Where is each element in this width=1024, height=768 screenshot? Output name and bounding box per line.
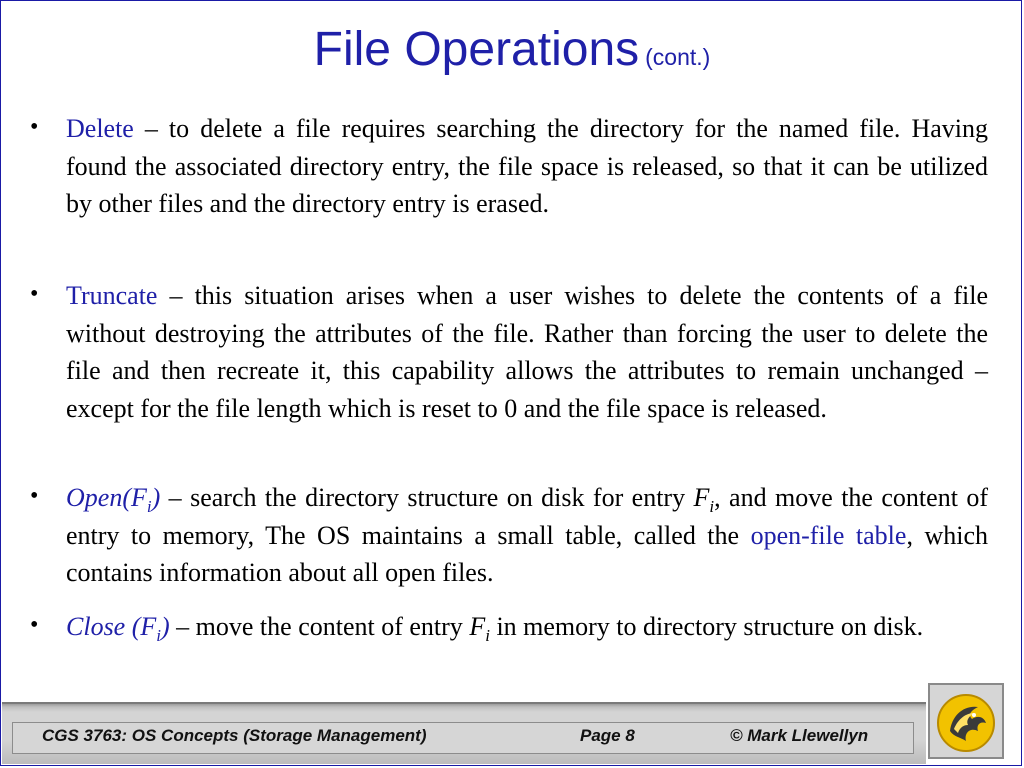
- slide-title-main: File Operations: [313, 23, 640, 76]
- term-truncate: Truncate: [66, 281, 158, 310]
- entry-fi: $F_i$: [693, 483, 715, 517]
- logo-box: [928, 683, 1004, 759]
- footer-course: CGS 3763: OS Concepts (Storage Management): [42, 726, 427, 745]
- bullet-delete-text: – to delete a file requires searching the directory for the named file. Having found the associated directory entry, the file space is released, so that it can be utilized by other files and the directory entry is erased.: [66, 114, 988, 218]
- pegasus-logo-icon: [930, 685, 1002, 757]
- bullet-close: Close $(F_i)$ – move the content of entry $F_i$ in memory to directory structure on disk.: [66, 612, 924, 646]
- term-close: Close $(F_i)$: [66, 612, 170, 646]
- slide-title: [0, 22, 1024, 77]
- bullet-marker: •: [30, 281, 39, 307]
- bullet-truncate-text: – this situation arises when a user wishes to delete the contents of a file without destroying the attributes of the file. Rather than forcing the user to delete the file and then recreate it, this capability allows the attributes to remain unchanged – except for the file length which is reset to 0 and the file space is released.: [66, 281, 988, 423]
- footer-bar: [2, 702, 926, 764]
- bullet-truncate: [66, 277, 988, 427]
- footer-author: © Mark Llewellyn: [730, 726, 869, 745]
- bullet-marker: •: [30, 114, 39, 140]
- term-open-file-table: open-file table: [750, 520, 907, 550]
- term-open: $Open(F_i)$: [66, 483, 161, 517]
- footer-page: Page 8: [580, 726, 635, 745]
- bullet-marker: •: [30, 483, 39, 509]
- slide-title-sub: (cont.): [645, 44, 711, 70]
- entry-fi: $F_i$: [469, 612, 490, 646]
- term-delete: Delete: [66, 114, 134, 143]
- bullet-delete: [66, 110, 988, 223]
- bullet-open: $Open(F_i)$ – search the directory structure on disk for entry $F_i$, and move the content of entry to memory, The OS maintains a small table, called the open-file table, which contains information about all open files.: [66, 483, 988, 587]
- bullet-marker: •: [30, 612, 39, 638]
